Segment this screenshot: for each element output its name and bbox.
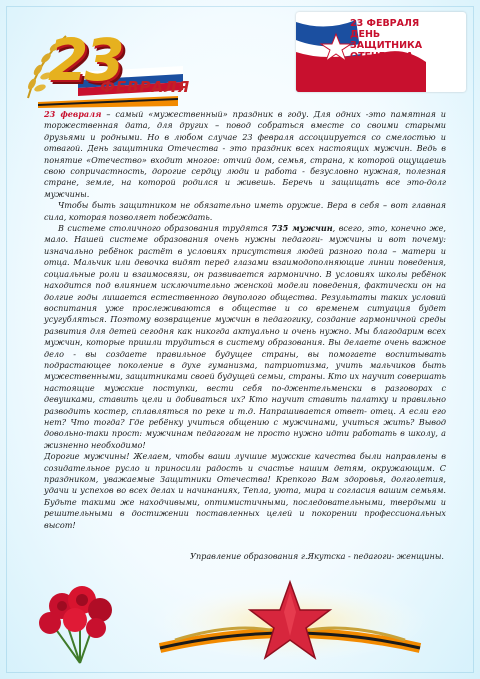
star-ribbon-icon bbox=[140, 578, 440, 674]
carnations-icon bbox=[20, 568, 130, 668]
greeting-text bbox=[44, 109, 446, 531]
23-february-logo bbox=[18, 22, 191, 108]
men-count: 735 мужчин bbox=[271, 223, 333, 234]
paragraph-2: Чтобы быть защитником не обязательно иметь оружие. Вера в себя – вот главная сила, которая позволяет побеждать. bbox=[44, 200, 446, 222]
signature: Управление образования г.Якутска - педагоги- женщины. bbox=[190, 551, 444, 561]
paragraph-3-start: В системе столичного образования трудятся bbox=[58, 223, 272, 234]
banner-title bbox=[350, 18, 460, 62]
paragraph-1 bbox=[44, 109, 446, 200]
banner-line-4: ОТЕЧЕСТВА bbox=[350, 51, 414, 62]
paragraph-4: Дорогие мужчины! Желаем, чтобы ваши лучшие мужские качества были направлены в созидательное русло и приносили радость и счастье нашим детям, окружающим. С праздником, уважаемые Защитники Отечества! Крепкого Вам здоровья, долголетия, удачи и успехов во всех делах и начинаниях, Тепла, уюта, мира и согласия вашим семьям. Будьте такими же находчивыми, оптимистичными, последовательными, твердыми и решительными в достижении поставленных целей и покорении профессиональных высот! bbox=[44, 451, 446, 530]
date-number: 23 bbox=[48, 26, 121, 94]
paragraph-3 bbox=[44, 223, 446, 451]
paragraph-3-text: , всего, это, конечно же, мало. Нашей системе образования очень нужны педагоги- мужчины и вот почему: изначально ребёнок растёт в условиях присутствия людей разного пола – матери и отца. Мальчик или девочка видят перед глазами взаимодополняющие линии поведения, социальные роли и взаимосвязи, он развивается гармонично. В условиях школы ребёнок находится под влиянием исключительно женской модели поведения, фактически он на долгие годы лишается естественного двуполого общества. Результаты таких условий воспитания уже прослеживаются в обществе и со временем ситуация будет усугубляться. Поэтому возвращение мужчин в педагогику, создание гармоничной среды развития для детей сегодня как никогда актуально и очень нужно. Мы благодарим всех мужчин, которые пришли трудиться в систему образования. Вы делаете очень важное дело - вы создаете правильное будущее страны, вы помогаете воспитывать подрастающее поколение в духе гуманизма, патриотизма, учить мальчиков быть мужественными, защитниками своей будущей семьи, страны. Кто их научит совершать настоящие мужские поступки, вести себя по-джентельменски в разговорах с девушками, ставить цели и добиваться их? Кто научит ставить палатку и правильно разводить костер, сплавляться по реке и т.д. Напрашивается ответ- отец. А если его нет? Что тогда? Где ребёнку учиться общению с мужчинами, учиться жить? Вывод довольно-таки прост: мужчинам педагогам не просто нужно идти работать в школу, а жизненно необходимо! bbox=[44, 223, 447, 450]
banner-line-1: 23 ФЕВРАЛЯ bbox=[350, 18, 420, 29]
defender-day-banner bbox=[296, 12, 466, 92]
highlight-date: 23 февраля bbox=[44, 109, 102, 119]
banner-line-2: ДЕНЬ bbox=[350, 29, 381, 40]
banner-line-3: ЗАЩИТНИКА bbox=[350, 40, 423, 51]
paragraph-1-text: – самый «мужественный» праздник в году. Для одних -это памятная и торжественная дата, для других – повод собраться вместе со своими старыми друзьями и родными. Но в любом случае 23 февраля ассоциируется со смелостью и отвагой. День защитника Отечества - это праздник всех настоящих мужчин. Ведь в понятие «Отечество» входит многое: отчий дом, семья, страна, к которой ощущаешь свою сопричастность, дорогие сердцу люди и работа - безусловно нужная, полезная стране, земле, на которой родился и живешь. Беречь и защищать все это-долг мужчины. bbox=[44, 109, 446, 199]
month-label: ФЕВРАЛЯ bbox=[100, 78, 191, 96]
